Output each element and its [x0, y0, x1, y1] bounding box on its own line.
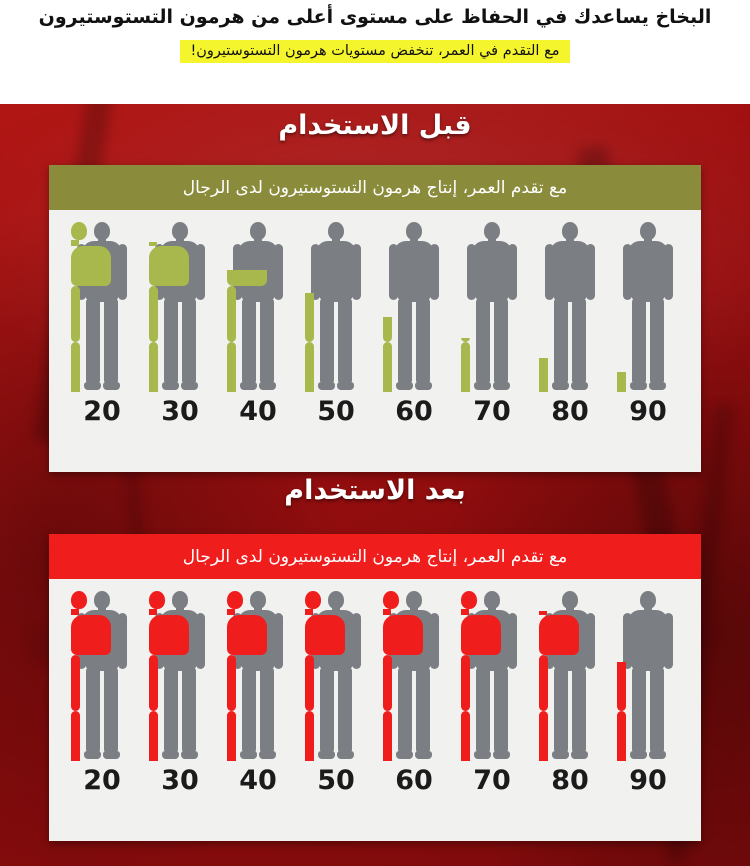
age-labels-after	[49, 761, 701, 808]
body-silhouette-fill	[227, 270, 289, 392]
body-figure	[461, 222, 523, 392]
figure-row-before	[49, 210, 701, 392]
body-figure	[539, 222, 601, 392]
body-silhouette-fill	[539, 358, 601, 392]
age-label: 80	[551, 765, 589, 796]
chart-title-after: مع تقدم العمر، إنتاج هرمون التستوستيرون لدى الرجال	[49, 534, 701, 579]
age-label: 60	[395, 396, 433, 427]
red-background	[0, 104, 750, 866]
body-silhouette-fill	[71, 222, 133, 392]
body-figure	[617, 222, 679, 392]
age-label: 70	[473, 396, 511, 427]
body-silhouette-fill	[383, 317, 445, 392]
body-figure	[383, 222, 445, 392]
age-label: 20	[83, 765, 121, 796]
age-labels-before	[49, 392, 701, 439]
body-silhouette-fill	[149, 242, 211, 392]
body-figure	[227, 222, 289, 392]
body-figure	[227, 591, 289, 761]
headline-text: البخاخ يساعدك في الحفاظ على مستوى أعلى من هرمون التستوستيرون	[38, 6, 712, 28]
body-silhouette-fill	[71, 591, 133, 761]
age-label: 30	[161, 765, 199, 796]
body-figure	[383, 591, 445, 761]
body-silhouette-fill	[149, 591, 211, 761]
age-label: 60	[395, 765, 433, 796]
age-label: 90	[629, 396, 667, 427]
chart-card-before	[49, 165, 701, 472]
header	[0, 0, 750, 104]
age-label: 40	[239, 396, 277, 427]
body-figure	[149, 222, 211, 392]
body-figure	[305, 591, 367, 761]
section-title-before: قبل الاستخدام	[278, 110, 472, 141]
body-figure	[539, 591, 601, 761]
age-label: 90	[629, 765, 667, 796]
age-label: 80	[551, 396, 589, 427]
body-silhouette-fill	[461, 591, 523, 761]
figure-row-after	[49, 579, 701, 761]
body-silhouette-fill	[617, 372, 679, 392]
age-label: 70	[473, 765, 511, 796]
body-figure	[617, 591, 679, 761]
age-label: 30	[161, 396, 199, 427]
body-figure	[149, 591, 211, 761]
body-silhouette-fill	[305, 293, 367, 392]
section-title-after: بعد الاستخدام	[284, 475, 466, 506]
highlight-banner: مع التقدم في العمر، تنخفض مستويات هرمون التستوستيرون!	[180, 40, 569, 63]
body-silhouette-fill	[383, 591, 445, 761]
body-silhouette-fill	[305, 591, 367, 761]
body-figure	[71, 591, 133, 761]
chart-title-before: مع تقدم العمر، إنتاج هرمون التستوستيرون لدى الرجال	[49, 165, 701, 210]
body-figure	[461, 591, 523, 761]
body-silhouette-fill	[461, 338, 523, 392]
body-silhouette-fill	[539, 611, 601, 761]
age-label: 40	[239, 765, 277, 796]
body-figure	[305, 222, 367, 392]
body-silhouette-fill	[227, 591, 289, 761]
body-silhouette-fill	[617, 662, 679, 761]
chart-card-after	[49, 534, 701, 841]
age-label: 20	[83, 396, 121, 427]
age-label: 50	[317, 396, 355, 427]
body-silhouette-base	[617, 222, 679, 392]
age-label: 50	[317, 765, 355, 796]
body-figure	[71, 222, 133, 392]
